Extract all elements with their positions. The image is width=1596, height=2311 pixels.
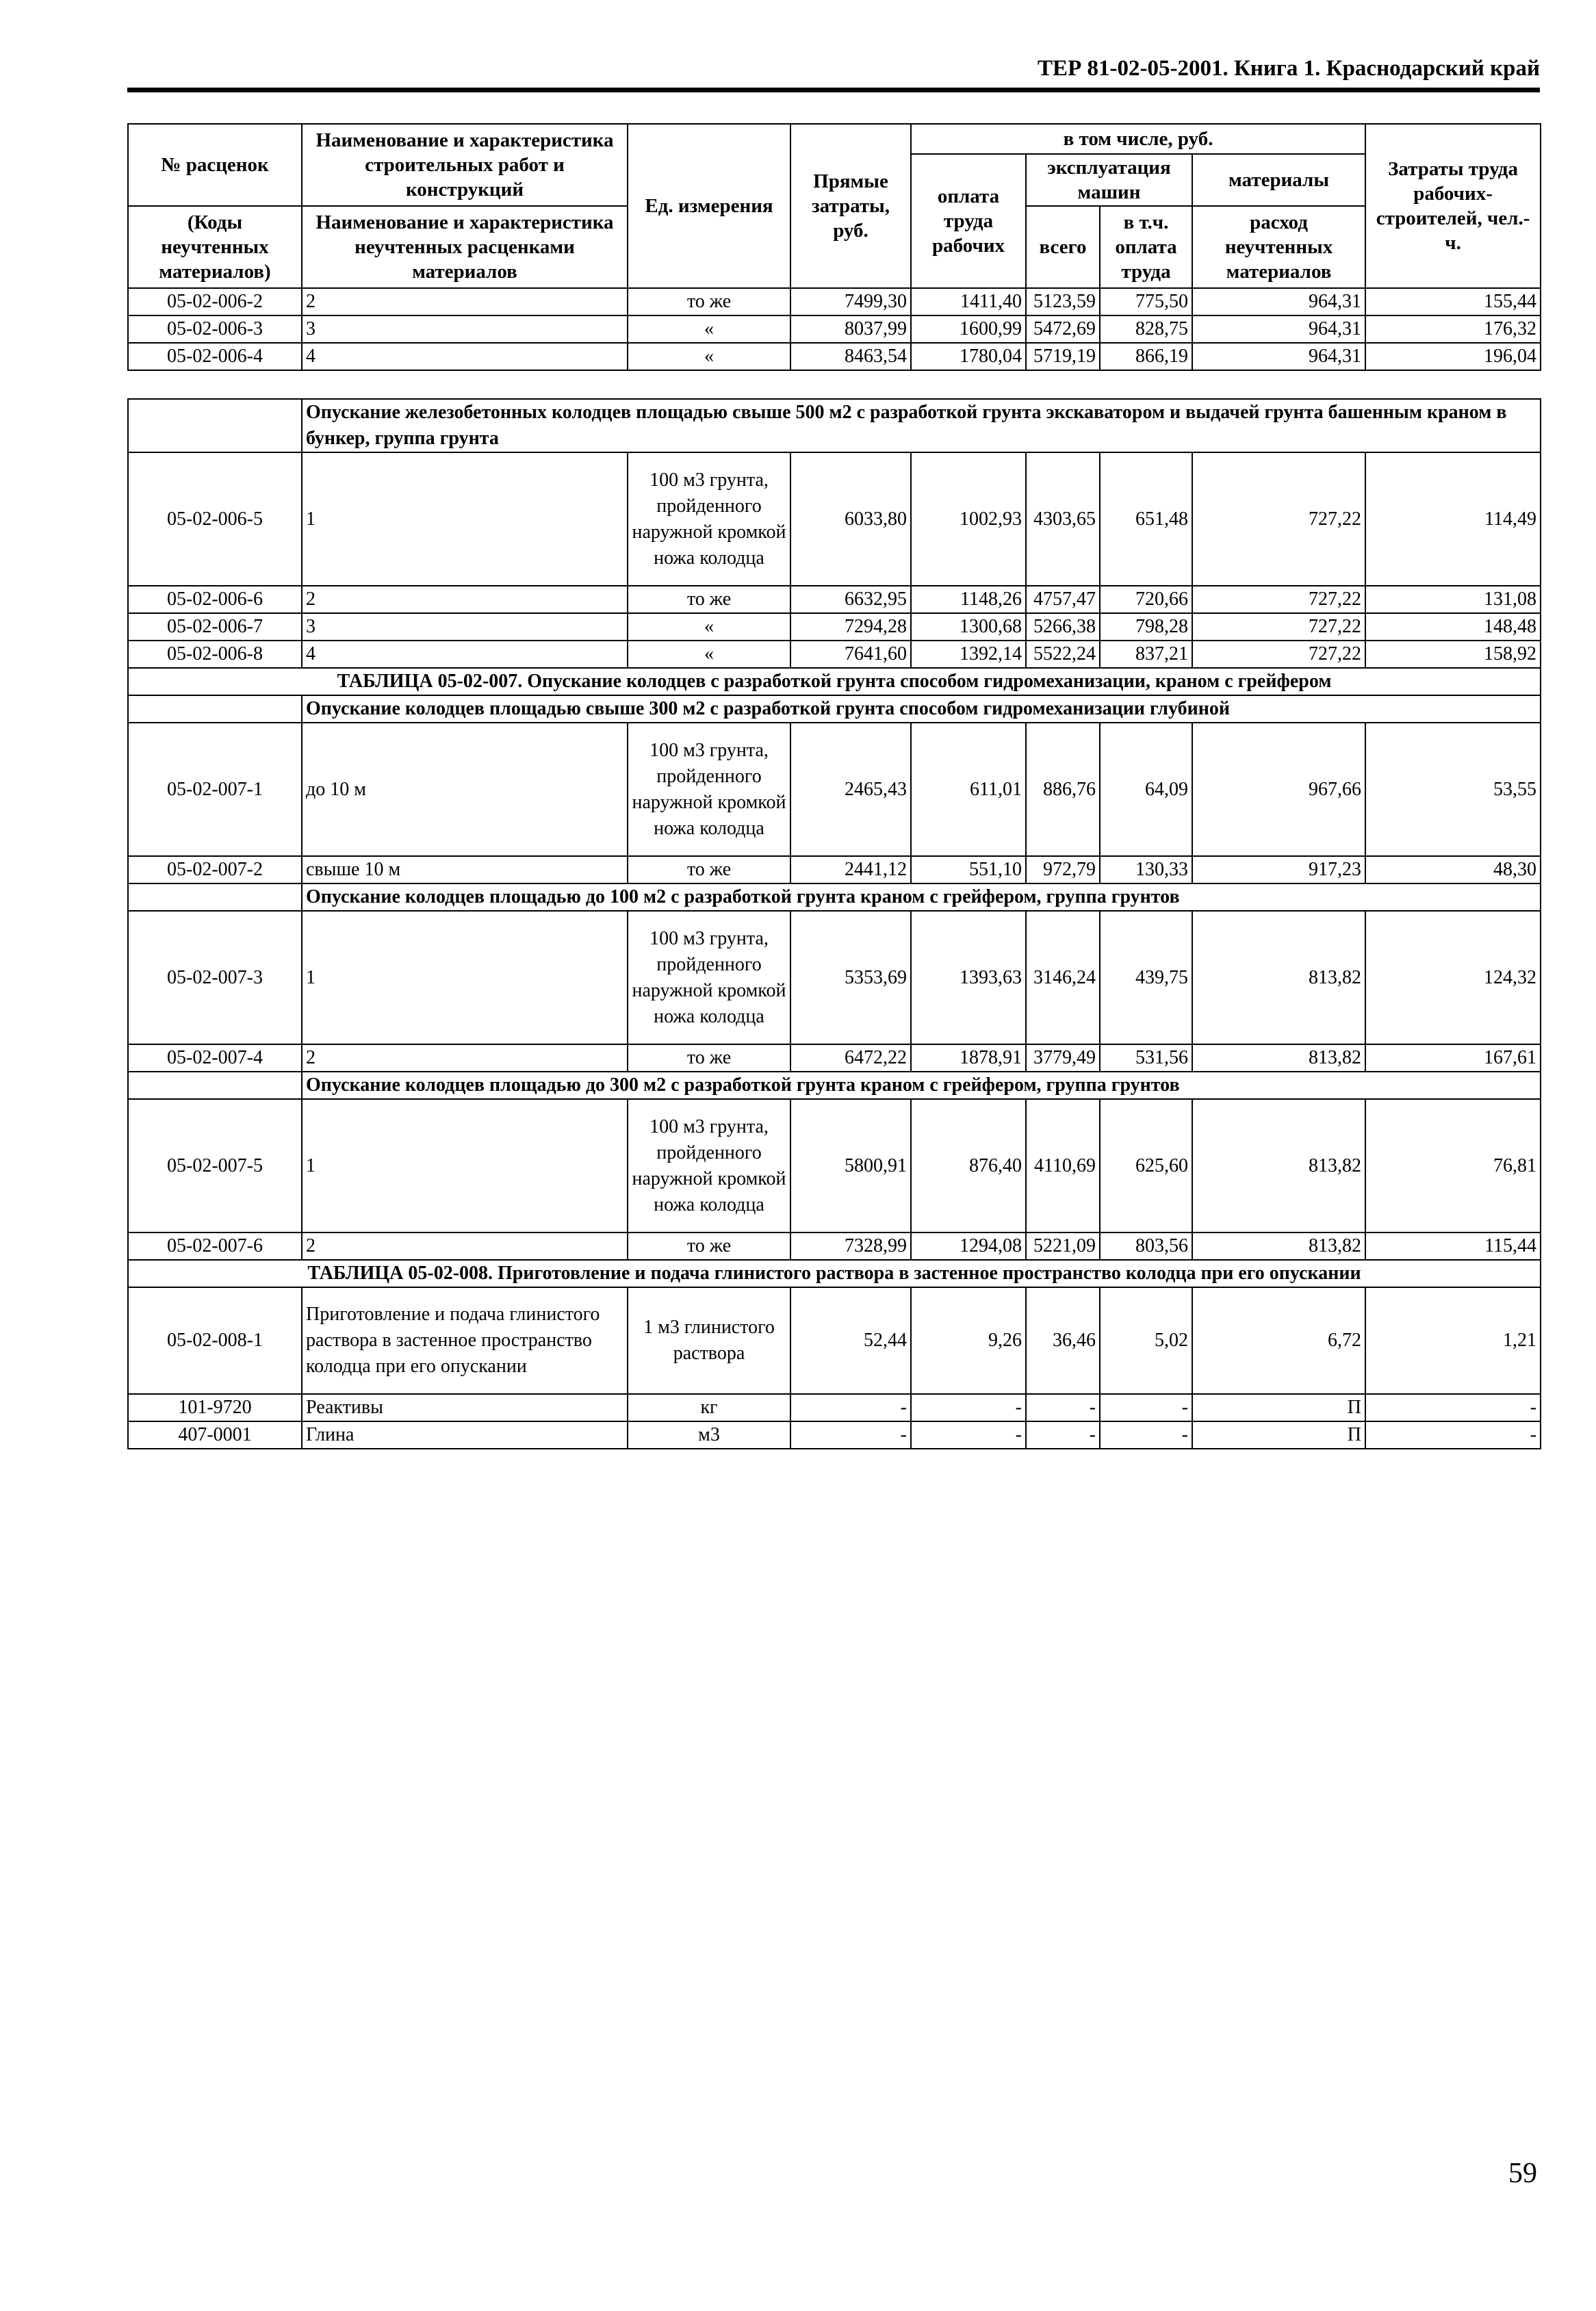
col-code2-header: (Коды неучтенных материалов) bbox=[128, 206, 302, 288]
page-number: 59 bbox=[1508, 2158, 1537, 2189]
table-007-title: ТАБЛИЦА 05-02-007. Опускание колодцев с разработкой грунта способом гидромеханизации, краном с грейфером bbox=[128, 668, 1541, 695]
document-title: ТЕР 81-02-05-2001. Книга 1. Краснодарский край bbox=[1038, 56, 1540, 81]
table-008-title: ТАБЛИЦА 05-02-008. Приготовление и подача глинистого раствора в застенное пространство колодца при его опускании bbox=[128, 1260, 1541, 1287]
table-row: 05-02-008-1 Приготовление и подача глинистого раствора в застенное пространство колодца при его опускании 1 м3 глинистого раствора 52,44 9,26 36,46 5,02 6,72 1,21 bbox=[128, 1287, 1541, 1394]
material-row: 101-9720 Реактивы кг - - - - П - bbox=[128, 1394, 1541, 1421]
col-name2-header: Наименование и характеристика неучтенных расценками материалов bbox=[302, 206, 628, 288]
col-incl-header: в том числе, руб. bbox=[911, 124, 1365, 154]
table-row: 05-02-006-6 2 то же 6632,95 1148,26 4757,47 720,66 727,22 131,08 bbox=[128, 586, 1541, 613]
col-wages-header: оплата труда рабочих bbox=[911, 154, 1026, 288]
table-row: 05-02-007-6 2 то же 7328,99 1294,08 5221,09 803,56 813,82 115,44 bbox=[128, 1232, 1541, 1260]
table-row: 05-02-006-3 3 « 8037,99 1600,99 5472,69 828,75 964,31 176,32 bbox=[128, 315, 1541, 343]
table-row: 05-02-006-7 3 « 7294,28 1300,68 5266,38 798,28 727,22 148,48 bbox=[128, 613, 1541, 641]
rates-table-main bbox=[127, 398, 1541, 1449]
table-row: 05-02-007-3 1 100 м3 грунта, пройденного наружной кромкой ножа колодца 5353,69 1393,63 3146,24 439,75 813,82 124,32 bbox=[128, 911, 1541, 1044]
col-machines-header: эксплуатация машин bbox=[1026, 154, 1192, 206]
table-title-row bbox=[128, 668, 1541, 695]
table-title-row bbox=[128, 1260, 1541, 1287]
table-row: 05-02-007-5 1 100 м3 грунта, пройденного наружной кромкой ножа колодца 5800,91 876,40 4110,69 625,60 813,82 76,81 bbox=[128, 1099, 1541, 1232]
section-title-row bbox=[128, 399, 1541, 452]
col-code-header: № расценок bbox=[128, 124, 302, 206]
material-row: 407-0001 Глина м3 - - - - П - bbox=[128, 1421, 1541, 1449]
section-title-row bbox=[128, 883, 1541, 911]
section-title: Опускание железобетонных колодцев площадью свыше 500 м2 с разработкой грунта экскаватором и выдачей грунта башенным краном в бункер, группа грунта bbox=[302, 399, 1541, 452]
table-row: 05-02-006-5 1 100 м3 грунта, пройденного наружной кромкой ножа колодца 6033,80 1002,93 4303,65 651,48 727,22 114,49 bbox=[128, 452, 1541, 586]
section-title: Опускание колодцев площадью до 100 м2 с разработкой грунта краном с грейфером, группа грунтов bbox=[302, 883, 1541, 911]
table-row: 05-02-006-8 4 « 7641,60 1392,14 5522,24 837,21 727,22 158,92 bbox=[128, 641, 1541, 668]
table-row: 05-02-007-1 до 10 м 100 м3 грунта, пройденного наружной кромкой ножа колодца 2465,43 611,01 886,76 64,09 967,66 53,55 bbox=[128, 723, 1541, 856]
table-row: 05-02-007-4 2 то же 6472,22 1878,91 3779,49 531,56 813,82 167,61 bbox=[128, 1044, 1541, 1072]
col-direct-header: Прямые затраты, руб. bbox=[790, 124, 911, 288]
section-title-row bbox=[128, 1072, 1541, 1099]
col-labor-header: Затраты труда рабочих-строителей, чел.-ч. bbox=[1365, 124, 1541, 288]
rates-table-top bbox=[127, 123, 1541, 371]
col-name-header: Наименование и характеристика строительных работ и конструкций bbox=[302, 124, 628, 206]
section-title: Опускание колодцев площадью свыше 300 м2 с разработкой грунта способом гидромеханизации глубиной bbox=[302, 695, 1541, 723]
col-materials2-header: расход неучтенных материалов bbox=[1192, 206, 1365, 288]
col-machines-total-header: всего bbox=[1026, 206, 1100, 288]
table-row: 05-02-006-4 4 « 8463,54 1780,04 5719,19 866,19 964,31 196,04 bbox=[128, 343, 1541, 370]
col-materials-header: материалы bbox=[1192, 154, 1365, 206]
page-header bbox=[127, 55, 1540, 92]
table-row: 05-02-006-2 2 то же 7499,30 1411,40 5123,59 775,50 964,31 155,44 bbox=[128, 288, 1541, 315]
col-machines-wages-header: в т.ч. оплата труда bbox=[1100, 206, 1192, 288]
table-row: 05-02-007-2 свыше 10 м то же 2441,12 551,10 972,79 130,33 917,23 48,30 bbox=[128, 856, 1541, 883]
section-title: Опускание колодцев площадью до 300 м2 с разработкой грунта краном с грейфером, группа грунтов bbox=[302, 1072, 1541, 1099]
col-unit-header: Ед. измерения bbox=[628, 124, 790, 288]
section-title-row bbox=[128, 695, 1541, 723]
